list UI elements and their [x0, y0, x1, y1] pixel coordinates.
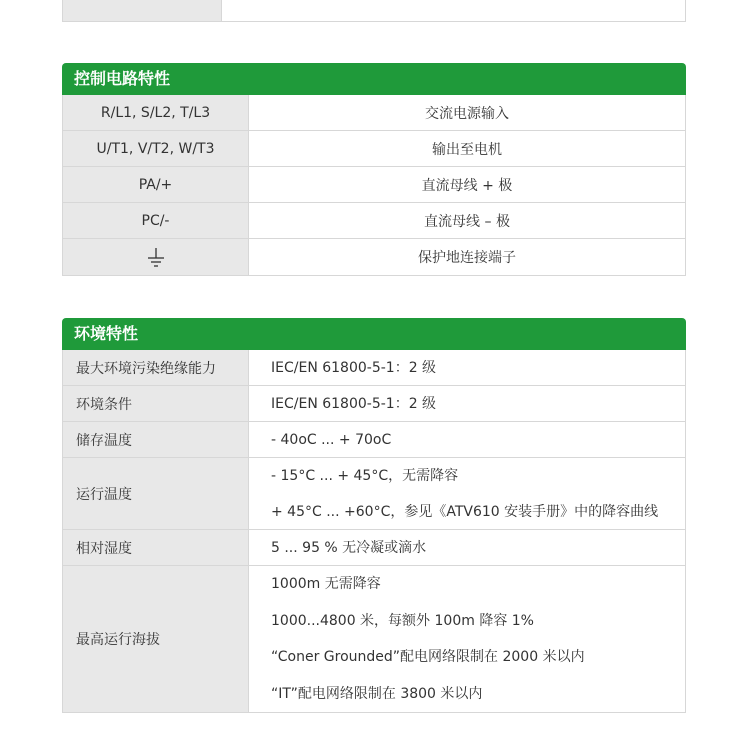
value-line: 1000...4800 米，每额外 100m 降容 1%: [271, 612, 534, 629]
table-row: [63, 386, 685, 422]
row-key: PA/+: [63, 167, 249, 202]
row-key: PC/-: [63, 203, 249, 238]
row-key: R/L1, S/L2, T/L3: [63, 95, 249, 130]
table-row: [63, 458, 685, 530]
environment-table: [62, 350, 686, 713]
row-key: 最高运行海拔: [63, 566, 249, 712]
value-line: + 45°C ... +60°C，参见《ATV610 安装手册》中的降容曲线: [271, 504, 659, 520]
value-line: 5 ... 95 % 无冷凝或滴水: [271, 539, 427, 556]
row-value: 直流母线 + 极: [249, 167, 685, 202]
row-value: 直流母线 – 极: [249, 203, 685, 238]
row-value: 输出至电机: [249, 131, 685, 166]
value-line: IEC/EN 61800-5-1：2 级: [271, 395, 437, 412]
row-key: [63, 239, 249, 275]
row-key: 环境条件: [63, 386, 249, 421]
row-key: 储存温度: [63, 422, 249, 457]
row-value: 保护地连接端子: [249, 239, 685, 275]
table-row: [63, 95, 685, 131]
value-line: - 15°C ... + 45°C，无需降容: [271, 468, 459, 484]
control-circuit-table: [62, 95, 686, 276]
row-value: [249, 350, 685, 385]
row-key: 最大环境污染绝缘能力: [63, 350, 249, 385]
row-value: [249, 458, 685, 529]
row-value: [249, 422, 685, 457]
table-row: [63, 131, 685, 167]
row-key: 相对湿度: [63, 530, 249, 565]
table-row: [63, 167, 685, 203]
row-key: 运行温度: [63, 458, 249, 529]
row-value: [249, 530, 685, 565]
table-row: [63, 530, 685, 566]
ground-icon: [147, 247, 165, 267]
table-row: [63, 239, 685, 275]
row-value: 交流电源输入: [249, 95, 685, 130]
table-row: [63, 350, 685, 386]
value-line: “IT”配电网络限制在 3800 米以内: [271, 685, 483, 702]
table-row: [63, 566, 685, 712]
environment-title: 环境特性: [62, 318, 686, 350]
control-circuit-title: 控制电路特性: [62, 63, 686, 95]
previous-table-key-cell: [63, 0, 222, 21]
value-line: “Coner Grounded”配电网络限制在 2000 米以内: [271, 649, 585, 666]
row-key: U/T1, V/T2, W/T3: [63, 131, 249, 166]
table-row: [63, 422, 685, 458]
previous-table-remnant: [62, 0, 686, 22]
table-row: [63, 203, 685, 239]
previous-table-value-cell: [222, 0, 685, 21]
value-line: - 40oC ... + 70oC: [271, 431, 392, 448]
environment-section: [62, 318, 686, 713]
row-value: [249, 386, 685, 421]
row-value: [249, 566, 685, 712]
control-circuit-section: [62, 63, 686, 276]
value-line: 1000m 无需降容: [271, 576, 381, 593]
value-line: IEC/EN 61800-5-1：2 级: [271, 359, 437, 376]
